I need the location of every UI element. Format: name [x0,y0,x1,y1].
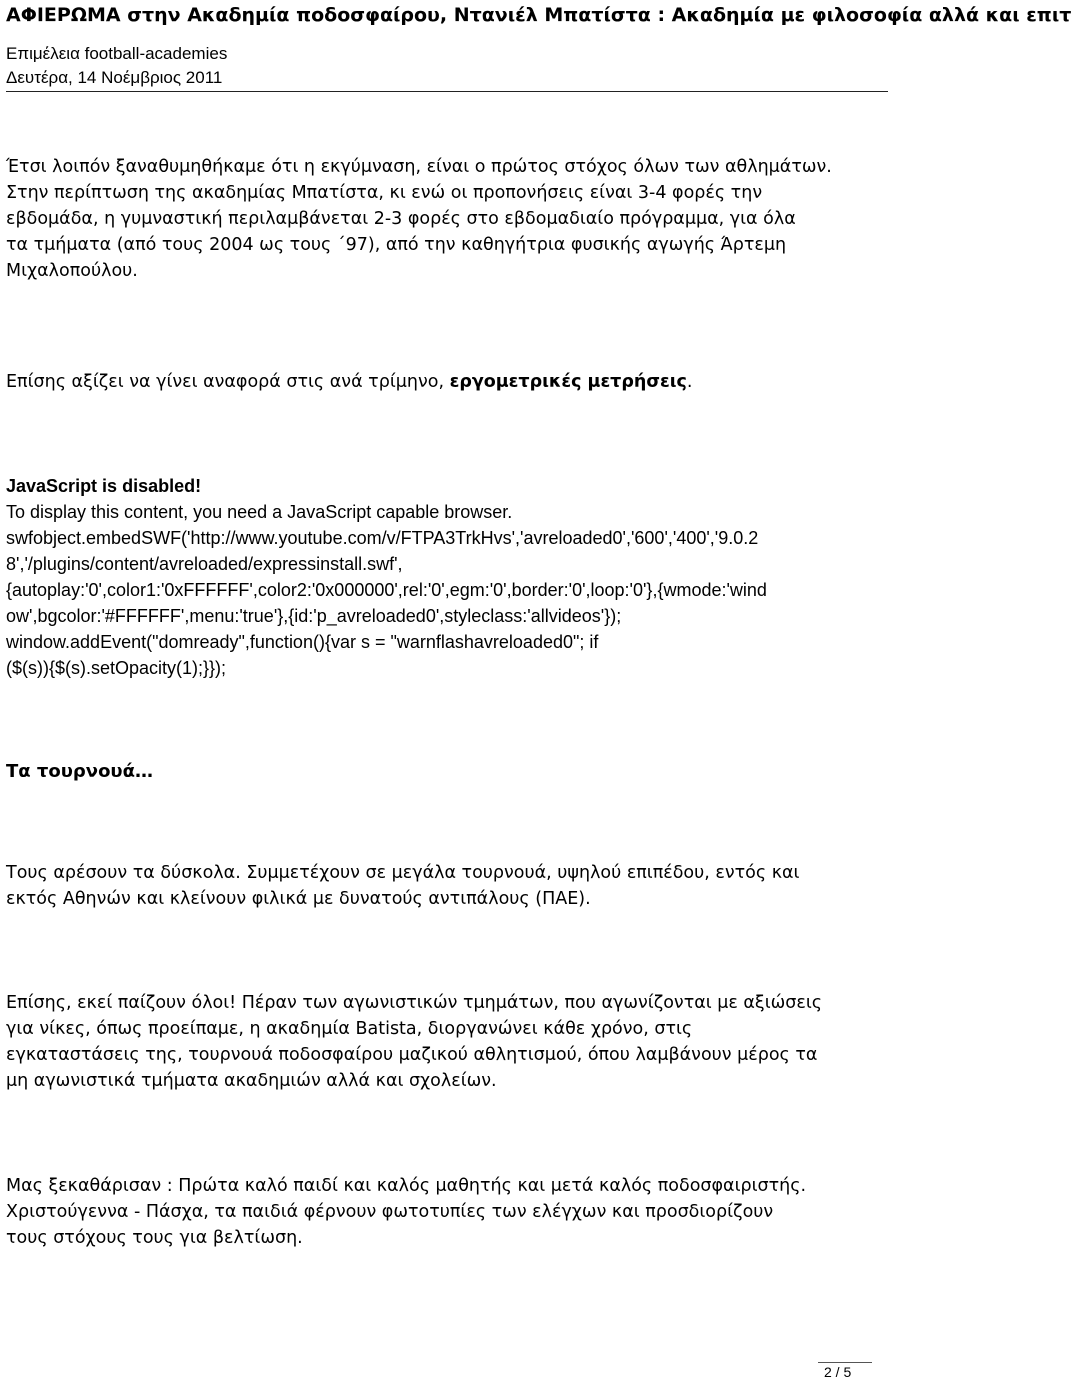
paragraph-line: εγκαταστάσεις της, τουρνουά ποδοσφαίρου μαζικού αθλητισμού, όπου λαμβάνουν μέρος τα [6,1045,818,1065]
tournaments-paragraph [6,860,886,912]
section-heading-tournaments: Τα τουρνουά… [6,761,153,782]
paragraph-line: Μιχαλοπούλου. [6,261,138,281]
paragraph-line: εβδομάδα, η γυμναστική περιλαμβάνεται 2-3 φορές στο εβδομαδιαίο πρόγραμμα, για όλα [6,209,796,229]
paragraph-text: . [686,372,693,392]
paragraph-text: Επίσης αξίζει να γίνει αναφορά στις ανά τρίμηνο, [6,372,450,392]
paragraph-line: Έτσι λοιπόν ξαναθυμηθήκαμε ότι η εκγύμναση, είναι ο πρώτος στόχος όλων των αθλημάτων. [6,157,832,177]
javascript-disabled-notice [6,473,886,681]
date-line: Δευτέρα, 14 Νοέμβριος 2011 [6,68,223,87]
paragraph-line: μη αγωνιστικά τμήματα ακαδημιών αλλά και σχολείων. [6,1071,497,1091]
paragraph-line: τα τμήματα (από τους 2004 ως τους ΄97), από την καθηγήτρια φυσικής αγωγής Άρτεμη [6,235,787,255]
paragraph-line: Μας ξεκαθάρισαν : Πρώτα καλό παιδί και καλός μαθητής και μετά καλός ποδοσφαιριστής. [6,1176,807,1196]
header-divider [6,91,888,92]
everyone-plays-paragraph [6,990,886,1094]
code-line: To display this content, you need a JavaScript capable browser. [6,502,513,522]
emphasized-text: εργομετρικές μετρήσεις [449,372,687,392]
paragraph-line: εκτός Αθηνών και κλείνουν φιλικά με δυνατούς αντιπάλους (ΠΑΕ). [6,889,591,909]
paragraph-line: Χριστούγεννα - Πάσχα, τα παιδιά φέρνουν φωτοτυπίες των ελέγχων και προσδιορίζουν [6,1202,774,1222]
values-paragraph [6,1173,886,1251]
code-line: swfobject.embedSWF('http://www.youtube.com/v/FTPA3TrkHvs','avreloaded0','600','400','9.0.2 [6,528,759,548]
paragraph-line: Στην περίπτωση της ακαδημίας Μπατίστα, κι ενώ οι προπονήσεις είναι 3-4 φορές την [6,183,763,203]
code-line: {autoplay:'0',color1:'0xFFFFFF',color2:'0x000000',rel:'0',egm:'0',border:'0',loop:'0'},{wmode:'wind [6,580,767,600]
paragraph-line: για νίκες, όπως προείπαμε, η ακαδημία Batista, διοργανώνει κάθε χρόνο, στις [6,1019,693,1039]
author-line: Επιμέλεια football-academies [6,44,228,63]
code-line: ow',bgcolor:'#FFFFFF',menu:'true'},{id:'p_avreloaded0',styleclass:'allvideos'}); [6,606,622,626]
paragraph-line: Τους αρέσουν τα δύσκολα. Συμμετέχουν σε μεγάλα τουρνουά, υψηλού επιπέδου, εντός και [6,863,800,883]
intro-paragraph [6,154,886,284]
paragraph-line [6,369,886,395]
code-line: 8','/plugins/content/avreloaded/expressinstall.swf', [6,554,403,574]
page-number: 2 / 5 [824,1364,852,1380]
footer-divider [818,1362,872,1363]
paragraph-line: Επίσης, εκεί παίζουν όλοι! Πέραν των αγωνιστικών τμημάτων, που αγωνίζονται με αξιώσεις [6,993,823,1013]
code-line: window.addEvent("domready",function(){var s = "warnflashavreloaded0"; if [6,632,599,652]
paragraph-line: τους στόχους τους για βελτίωση. [6,1228,303,1248]
javascript-warning: JavaScript is disabled! [6,476,202,496]
measurements-paragraph [6,369,886,395]
page-title: ΑΦΙΕΡΩΜΑ στην Ακαδημία ποδοσφαίρου, Ντανιέλ Μπατίστα : Ακαδημία με φιλοσοφία αλλά και επιτ [6,4,1071,26]
code-line: ($(s)){$(s).setOpacity(1);}}); [6,658,227,678]
